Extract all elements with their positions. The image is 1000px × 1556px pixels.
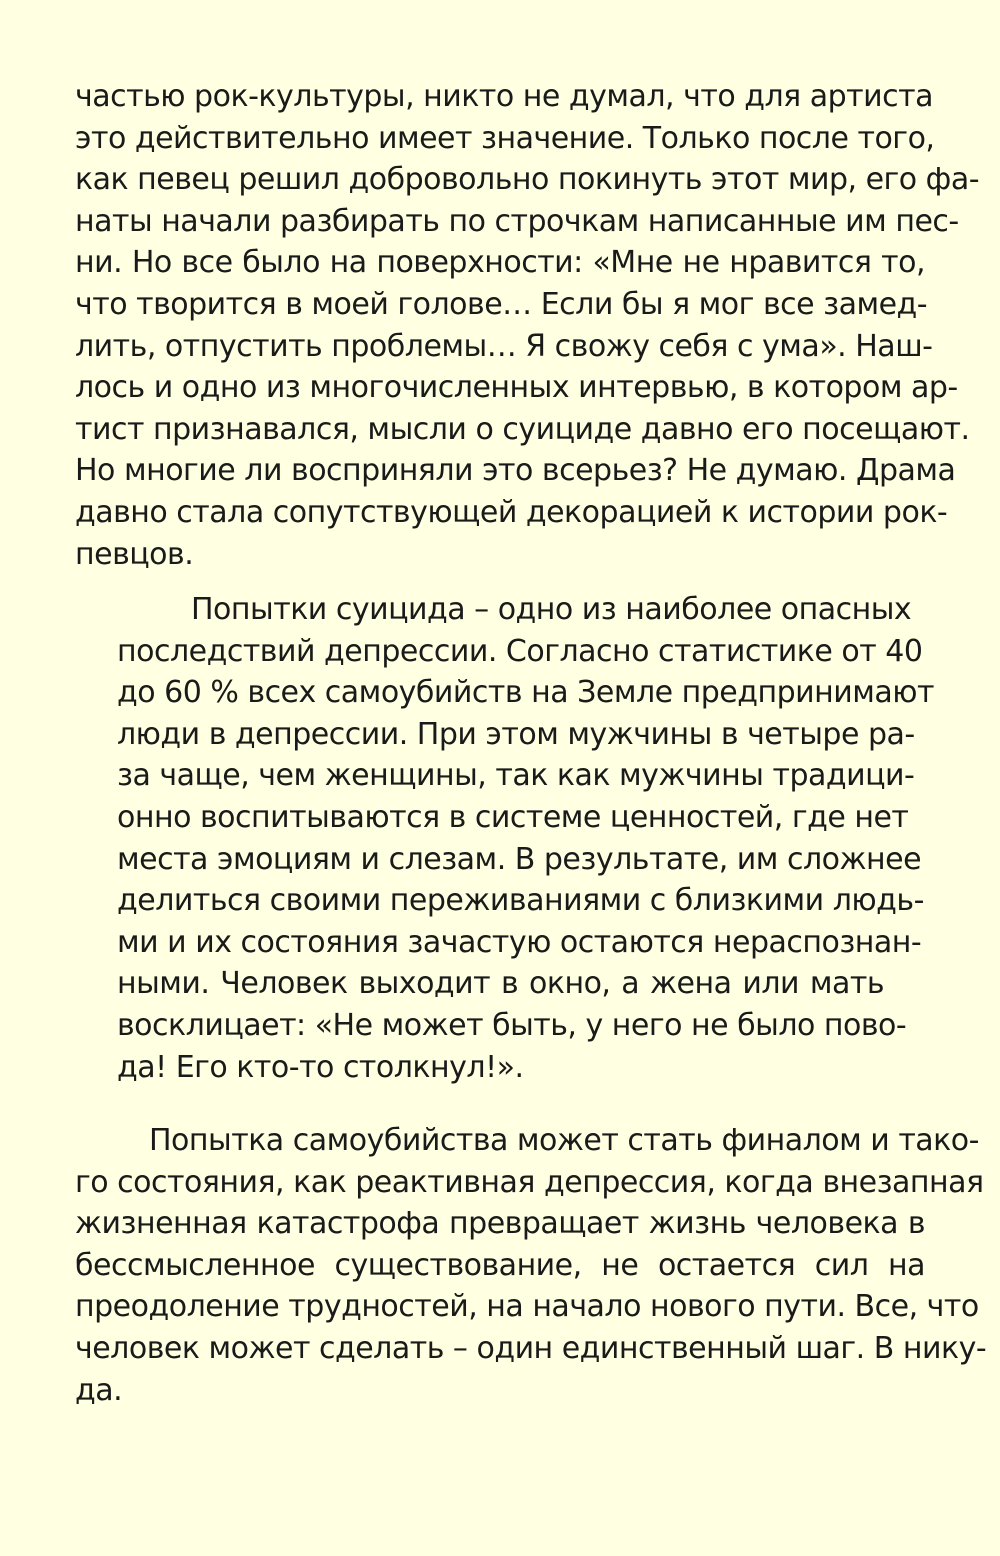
text-line: бессмысленное существование, не остается сил на xyxy=(75,1247,925,1283)
indented-block-suicide-statistics xyxy=(117,589,934,1088)
text-line: Попытки суицида – одно из наиболее опасных xyxy=(191,592,912,627)
text-line: Попытка самоубийства может стать финалом и тако- xyxy=(149,1123,979,1158)
text-line: лить, отпустить проблемы… Я свожу себя с ума». Наш- xyxy=(75,328,933,364)
text-line: ни. Но все было на поверхности: «Мне не нравится то, xyxy=(75,245,925,281)
text-line: онно воспитываются в системе ценностей, где нет xyxy=(117,799,909,835)
text-line: человек может сделать – один единственный шаг. В нику- xyxy=(75,1330,987,1366)
text-line: жизненная катастрофа превращает жизнь человека в xyxy=(75,1206,925,1242)
text-line: места эмоциям и слезам. В результате, им сложнее xyxy=(117,841,922,877)
text-line: да! Его кто-то столкнул!». xyxy=(117,1049,524,1085)
text-line: ными. Человек выходит в окно, а жена или мать xyxy=(117,966,884,1002)
text-line: лось и одно из многочисленных интервью, в котором ар- xyxy=(75,370,958,406)
text-line: певцов. xyxy=(75,536,194,572)
paragraph-rock-culture xyxy=(75,76,980,575)
text-line: до 60 % всех самоубийств на Земле предпринимают xyxy=(117,675,934,711)
text-line: восклицает: «Не может быть, у него не было пово- xyxy=(117,1007,907,1043)
paragraph-reactive-depression xyxy=(75,1120,987,1411)
text-line: люди в депрессии. При этом мужчины в четыре ра- xyxy=(117,716,915,752)
text-line: что творится в моей голове… Если бы я мог все замед- xyxy=(75,286,928,322)
text-line: наты начали разбирать по строчкам написанные им пес- xyxy=(75,203,959,239)
text-line: давно стала сопутствующей декорацией к истории рок- xyxy=(75,494,948,530)
text-line: последствий депрессии. Согласно статистике от 40 xyxy=(117,633,923,669)
text-line: это действительно имеет значение. Только после того, xyxy=(75,120,935,156)
text-line: за чаще, чем женщины, так как мужчины традици- xyxy=(117,758,915,794)
text-line: тист признавался, мысли о суициде давно его посещают. xyxy=(75,411,970,447)
text-line: частью рок-культуры, никто не думал, что для артиста xyxy=(75,79,933,114)
text-line: да. xyxy=(75,1372,123,1408)
text-line: как певец решил добровольно покинуть этот мир, его фа- xyxy=(75,162,980,198)
text-line: ми и их состояния зачастую остаются нераспознан- xyxy=(117,924,922,960)
text-line: делиться своими переживаниями с близкими людь- xyxy=(117,883,924,919)
text-line: преодоление трудностей, на начало нового пути. Все, что xyxy=(75,1289,979,1325)
text-line: го состояния, как реактивная депрессия, когда внезапная xyxy=(75,1164,984,1200)
text-line: Но многие ли восприняли это всерьез? Не думаю. Драма xyxy=(75,453,956,489)
